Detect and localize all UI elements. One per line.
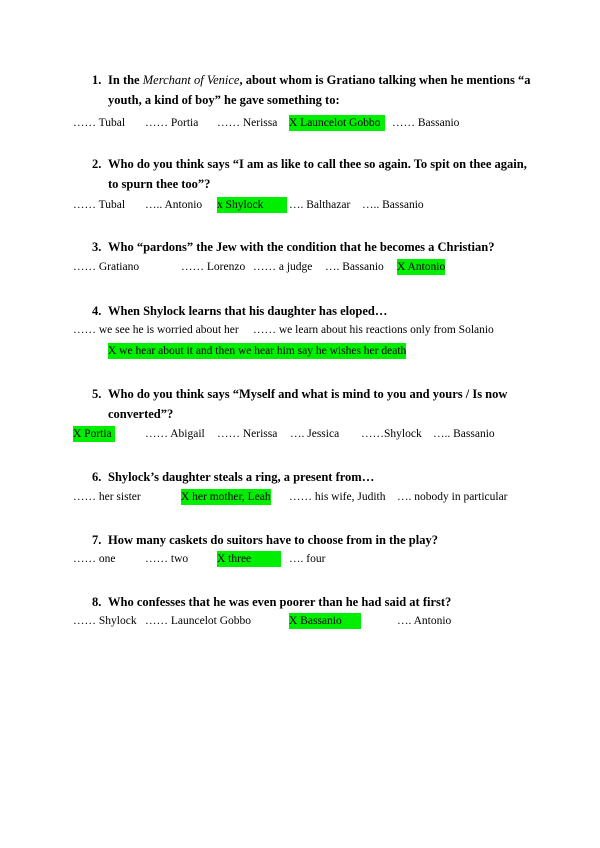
selected-option[interactable]: x Shylock (217, 197, 287, 213)
selected-option[interactable]: X her mother, Leah (181, 491, 271, 503)
question-number: 5. (92, 387, 102, 401)
question-number: 7. (92, 533, 102, 547)
option[interactable]: …… Shylock (73, 615, 137, 627)
option[interactable]: …… his wife, Judith (289, 491, 386, 503)
option[interactable]: …… Nerissa (217, 117, 278, 129)
option[interactable]: …… we see he is worried about her (73, 324, 239, 336)
question-number: 6. (92, 470, 102, 484)
question-6 (92, 467, 532, 487)
option[interactable]: …… Gratiano (73, 261, 140, 273)
question-text: When Shylock learns that his daughter has eloped… (108, 304, 388, 318)
option[interactable]: …. Jessica (290, 428, 340, 440)
option[interactable]: …. Antonio (397, 615, 452, 627)
option[interactable]: …… we learn about his reactions only from Solanio (253, 324, 494, 336)
option[interactable]: …… her sister (73, 491, 141, 503)
question-number: 4. (92, 304, 102, 318)
option[interactable]: …… one (73, 553, 116, 565)
question-text: Who “pardons” the Jew with the condition that he becomes a Christian? (108, 240, 495, 254)
option[interactable]: ……Shylock (361, 428, 422, 440)
selected-option[interactable]: X Bassanio (289, 613, 361, 629)
selected-option[interactable]: X Portia (73, 426, 115, 442)
option[interactable]: …. Bassanio (325, 261, 384, 273)
question-text: Who do you think says “Myself and what is mind to you and yours / Is now converted”? (108, 387, 508, 421)
question-text: In the Merchant of Venice, about whom is Gratiano talking when he mentions “a youth, a kind of boy” he gave something to: (108, 73, 531, 107)
option[interactable]: ….. Antonio (145, 199, 203, 211)
question-text: Who confesses that he was even poorer than he had said at first? (108, 595, 452, 609)
option[interactable]: …. Balthazar (289, 199, 351, 211)
option[interactable]: …. nobody in particular (397, 491, 508, 503)
option[interactable]: …… Nerissa (217, 428, 278, 440)
question-text: How many caskets do suitors have to choose from in the play? (108, 533, 438, 547)
option[interactable]: …… Abigail (145, 428, 205, 440)
question-4 (92, 301, 532, 321)
selected-option[interactable]: X Launcelot Gobbo (289, 115, 385, 131)
option[interactable]: …… Tubal (73, 199, 126, 211)
question-2 (92, 154, 532, 194)
option[interactable]: …… Lorenzo (181, 261, 246, 273)
option[interactable]: ….. Bassanio (433, 428, 495, 440)
option[interactable]: …… Tubal (73, 117, 126, 129)
question-number: 2. (92, 157, 102, 171)
option[interactable]: …. four (289, 553, 326, 565)
question-5 (92, 384, 532, 424)
question-number: 8. (92, 595, 102, 609)
selected-option[interactable]: X we hear about it and then we hear him say he wishes her death (108, 345, 407, 357)
question-8 (92, 592, 532, 612)
option[interactable]: …… Launcelot Gobbo (145, 615, 252, 627)
selected-option[interactable]: X Antonio (397, 261, 446, 273)
question-7 (92, 530, 532, 550)
option[interactable]: …… Bassanio (392, 117, 460, 129)
question-1 (92, 70, 532, 110)
question-text: Who do you think says “I am as like to call thee so again. To spit on thee again, to spurn thee too”? (108, 157, 527, 191)
option[interactable]: ….. Bassanio (362, 199, 424, 211)
question-text: Shylock’s daughter steals a ring, a present from… (108, 470, 375, 484)
play-title: Merchant of Venice (142, 73, 240, 87)
selected-option[interactable]: X three (217, 551, 281, 567)
option[interactable]: …… a judge (253, 261, 313, 273)
question-3 (92, 237, 532, 257)
question-number: 3. (92, 240, 102, 254)
option[interactable]: …… two (145, 553, 189, 565)
question-number: 1. (92, 73, 102, 87)
option[interactable]: …… Portia (145, 117, 199, 129)
